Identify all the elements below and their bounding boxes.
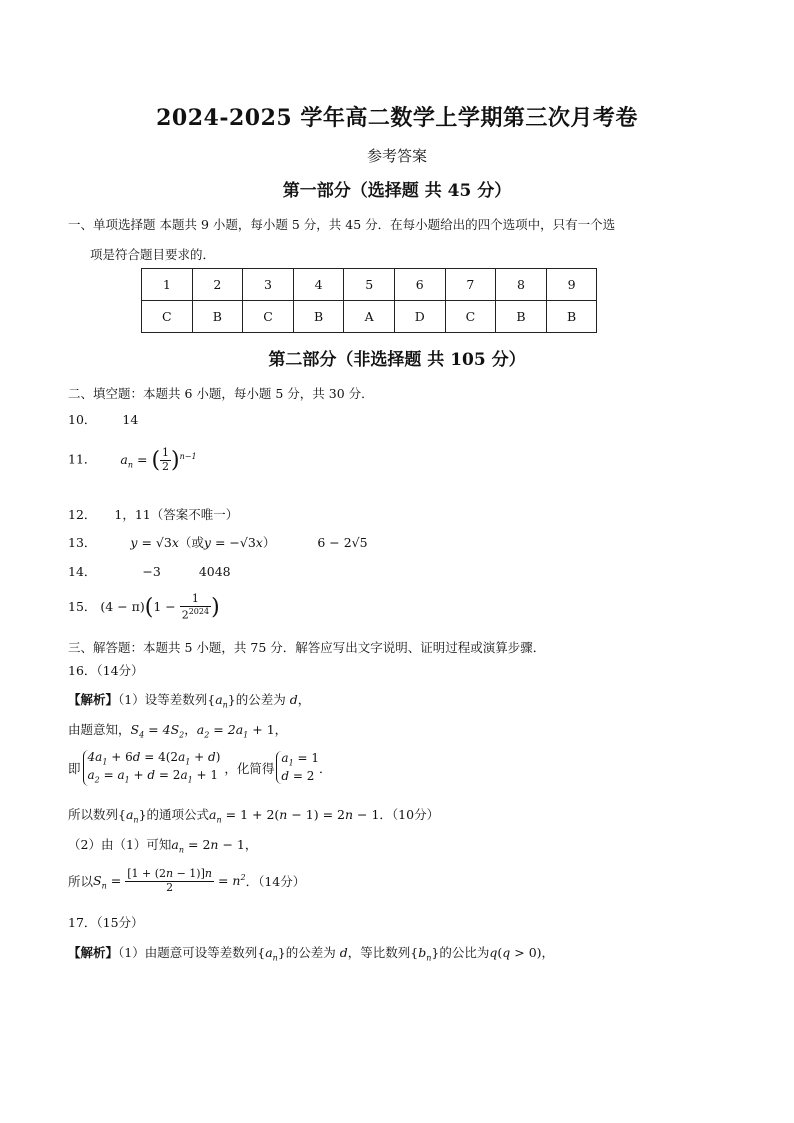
q16-text: 的通项公式 [146, 807, 210, 822]
table-cell: 2 [192, 269, 243, 301]
table-cell: B [192, 301, 243, 333]
table-cell: 9 [546, 269, 597, 301]
q17-text: ，等比数列 [347, 945, 411, 960]
q16-text: 由题意知， [68, 722, 131, 737]
table-cell: C [445, 301, 496, 333]
q12 [68, 505, 238, 523]
q17-text: 的公差为 [285, 945, 336, 960]
section2-intro: 二、填空题：本题共 6 小题，每小题 5 分，共 30 分． [68, 386, 374, 401]
q16-text: 的公差为 [235, 692, 286, 707]
q16-system-2: $a_1 = 1$ d = 2 [276, 751, 319, 784]
answer-table-number-row [142, 269, 597, 301]
q16-text: （1）设等差数列 [118, 692, 208, 707]
q15-number: 15． [68, 598, 97, 614]
table-cell: C [142, 301, 193, 333]
q13-answer-2: 6 − 2√5 [317, 535, 368, 550]
q17-jiexi-label: 【解析】 [68, 945, 119, 960]
q17-seq-an: $\{a_n\}$ [257, 945, 286, 963]
q13 [68, 533, 368, 551]
q16-an-formula: $a_n = 2n - 1$ [171, 837, 245, 855]
table-cell: 8 [496, 269, 547, 301]
q16-text: ．（10分） [379, 807, 440, 822]
q16-text: ．（14分） [245, 874, 306, 890]
q11-number: 11． [68, 451, 97, 467]
q16-system-1: $4a_1 + 6d = 4(2a_1 + d)$ $a_2 = a_1 + d = 2a_1 + 1$ [83, 750, 221, 786]
q16-jiexi-label: 【解析】 [68, 692, 119, 707]
q10-number: 10． [68, 412, 97, 427]
answer-table-answer-row [142, 301, 597, 333]
q16-text: 即 [68, 760, 81, 776]
q14-answer-2: 4048 [198, 564, 231, 579]
q17-var-q: q(q > 0) [489, 945, 542, 960]
q16-text: 所以数列 [68, 807, 119, 822]
q16-text: 所以 [68, 874, 94, 890]
q16-line2: 由题意知，$S_4 = 4S_2$，$a_2 = 2a_1 + 1$， [68, 722, 288, 740]
section1-intro-line1: 一、单项选择题 本题共 9 小题，每小题 5 分，共 45 分．在每小题给出的四个选项中，只有一个选 [68, 217, 616, 232]
q12-number: 12． [68, 507, 97, 522]
q17-seq-bn: $\{b_n\}$ [410, 945, 440, 963]
table-cell: A [344, 301, 395, 333]
q15-formula: (4 − π)(1 − $\frac{1}{2^{2024}}$ ) [100, 592, 220, 622]
q10-answer: 14 [122, 412, 139, 427]
q13-formula-1: y = √3x [130, 535, 179, 550]
q11-formula: $a_n$ = ( $\frac{1}{2}$ )$^{n-1}$ [120, 446, 197, 473]
part2-heading: 第二部分（非选择题 共 105 分） [268, 350, 526, 370]
page-title: 2024-2025 学年高二数学上学期第三次月考卷 [156, 105, 638, 131]
answer-table [141, 268, 597, 333]
q17-text: ， [541, 945, 555, 960]
q16-condition-2: $a_2 = 2a_1 + 1$ [196, 722, 275, 740]
q16-text: ，化简得 [224, 760, 275, 776]
q16-seq-an: $\{a_n\}$ [207, 692, 236, 710]
q17-text: （1）由题意可设等差数列 [118, 945, 258, 960]
table-cell: 1 [142, 269, 193, 301]
q13-alt-open: （或 [178, 535, 204, 550]
q16-condition: $S_4 = 4S_2$ [130, 722, 185, 740]
table-cell: 5 [344, 269, 395, 301]
part1-heading: 第一部分（选择题 共 45 分） [282, 181, 512, 201]
table-cell: C [243, 301, 294, 333]
q16-sum-formula: $S_n$ = $\frac{[1 + (2n - 1)]n}{2}$ = $n^2$ [93, 867, 246, 894]
q15 [68, 593, 220, 622]
q13-formula-2: y = −√3x [203, 535, 263, 550]
q17-heading: 17．（15分） [68, 915, 144, 930]
table-cell: B [496, 301, 547, 333]
q16-seq-an: $\{a_n\}$ [118, 807, 147, 825]
q16-heading: 16．（14分） [68, 663, 144, 678]
page-subtitle: 参考答案 [366, 147, 427, 165]
q10 [68, 410, 138, 428]
q11 [68, 447, 197, 473]
q14-number: 14． [68, 564, 97, 579]
q14-answer-1: −3 [142, 564, 161, 579]
q17-line1 [68, 943, 554, 963]
q16-line4 [68, 805, 439, 825]
table-cell: 4 [293, 269, 344, 301]
q16-line5: （2）由（1）可知$a_n = 2n - 1$， [68, 837, 258, 855]
table-cell: B [546, 301, 597, 333]
q16-line1: 【解析】（1）设等差数列$\{a_n\}$的公差为 d， [68, 692, 311, 710]
table-cell: 6 [394, 269, 445, 301]
q17-var-d: d [335, 945, 348, 960]
table-cell: 7 [445, 269, 496, 301]
q16-text: （2）由（1）可知 [68, 837, 172, 852]
q16-line3: 即$4a_1 + 6d = 4(2a_1 + d)$ $a_2 = a_1 + d = 2a_1 + 1$ ，化简得$a_1 = 1$ d = 2． [68, 750, 332, 785]
q16-general-term: $a_n = 1 + 2(n - 1) = 2n - 1$ [209, 807, 380, 825]
table-cell: D [394, 301, 445, 333]
q16-var-d: d [285, 692, 298, 707]
section3-intro: 三、解答题：本题共 5 小题，共 75 分．解答应写出文字说明、证明过程或演算步骤． [68, 640, 546, 655]
table-cell: B [293, 301, 344, 333]
section1-intro-line2: 项是符合题目要求的． [90, 247, 216, 262]
q13-alt-close: ） [262, 535, 276, 550]
q14 [68, 562, 231, 580]
q12-answer: 1，11（答案不唯一） [114, 507, 239, 522]
q13-number: 13． [68, 535, 97, 550]
q16-line6 [68, 868, 305, 894]
table-cell: 3 [243, 269, 294, 301]
q17-text: 的公比为 [439, 945, 490, 960]
